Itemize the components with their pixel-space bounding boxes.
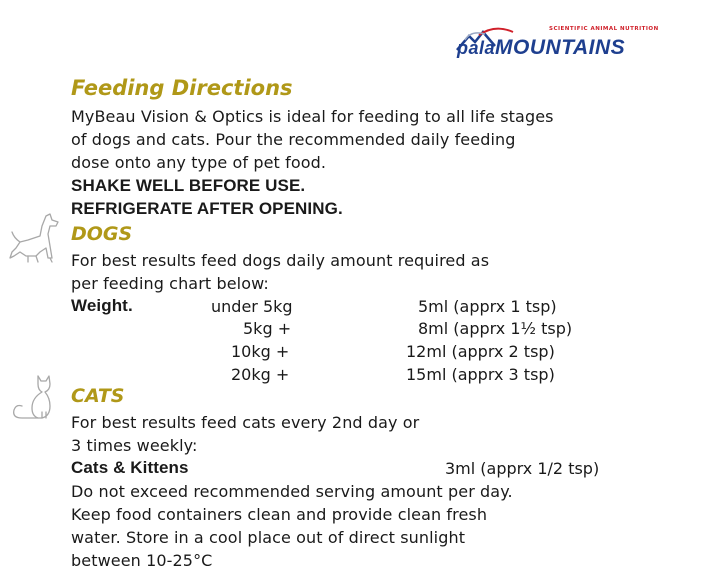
dogs-intro-line: per feeding chart below:: [71, 274, 269, 293]
dog-dose-cell: 12ml (apprx 2 tsp): [406, 342, 555, 361]
cats-intro-line: 3 times weekly:: [71, 436, 198, 455]
logo-tagline: SCIENTIFIC ANIMAL NUTRITION: [549, 26, 659, 32]
dogs-intro-line: For best results feed dogs daily amount required as: [71, 251, 490, 270]
refrigerate-warning: REFRIGERATE AFTER OPENING.: [71, 199, 343, 218]
dogs-heading: DOGS: [71, 223, 133, 245]
cats-kittens-label: Cats & Kittens: [71, 458, 189, 477]
cat-icon: [8, 372, 60, 422]
logo-wordmark: [457, 36, 625, 60]
cats-intro-line: For best results feed cats every 2nd day or: [71, 413, 420, 432]
intro-line: of dogs and cats. Pour the recommended daily feeding: [71, 130, 516, 149]
shake-warning: SHAKE WELL BEFORE USE.: [71, 176, 306, 195]
dog-weight-cell: 20kg +: [231, 365, 290, 384]
dog-icon: [6, 212, 62, 266]
intro-line: MyBeau Vision & Optics is ideal for feeding to all life stages: [71, 107, 554, 126]
weight-label: Weight.: [71, 296, 133, 315]
footer-line: Do not exceed recommended serving amount per day.: [71, 482, 513, 501]
logo-prefix: pala: [457, 38, 496, 58]
cat-dose-cell: 3ml (apprx 1/2 tsp): [445, 459, 600, 478]
footer-line: Keep food containers clean and provide clean fresh: [71, 505, 488, 524]
dog-weight-cell: 5kg +: [243, 319, 292, 338]
intro-line: dose onto any type of pet food.: [71, 153, 327, 172]
brand-logo: [455, 26, 695, 66]
logo-name: MOUNTAINS: [495, 36, 626, 59]
dog-weight-cell: under 5kg: [211, 297, 293, 316]
dog-dose-cell: 15ml (apprx 3 tsp): [406, 365, 555, 384]
footer-line: between 10-25°C: [71, 551, 213, 570]
dog-weight-cell: 10kg +: [231, 342, 290, 361]
footer-line: water. Store in a cool place out of direct sunlight: [71, 528, 466, 547]
page-title: Feeding Directions: [71, 76, 293, 100]
cats-heading: CATS: [71, 385, 125, 407]
dog-dose-cell: 8ml (apprx 1½ tsp): [418, 319, 573, 338]
dog-dose-cell: 5ml (apprx 1 tsp): [418, 297, 557, 316]
